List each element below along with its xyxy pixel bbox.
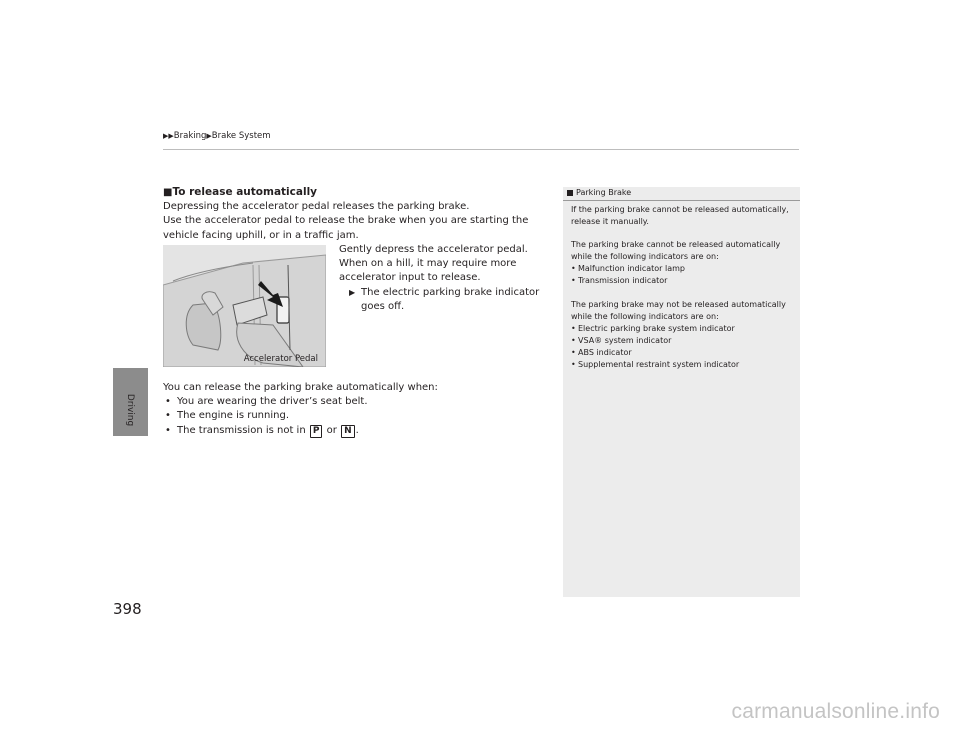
step-result: ▶ The electric parking brake indicator goes off. [349, 286, 540, 312]
main-content [163, 185, 553, 243]
gear-key-n: N [341, 425, 355, 438]
header-divider [163, 149, 799, 150]
chapter-tab-label: Driving [125, 393, 135, 427]
note-marker-icon [567, 190, 573, 196]
condition-item: • The engine is running. [163, 409, 553, 423]
note-title: Parking Brake [563, 188, 800, 201]
breadcrumb-item-brake-system[interactable]: Brake System [211, 131, 271, 141]
note-list-item: • ABS indicator [571, 347, 793, 359]
accelerator-pedal-illustration [163, 245, 326, 367]
figure-label: Accelerator Pedal [243, 354, 318, 364]
note-list-item: • Transmission indicator [571, 275, 793, 287]
double-arrow-icon: ▶▶ [163, 132, 174, 140]
step-text-2: When on a hill, it may require more accelerator input to release. [339, 258, 517, 284]
gear-key-p: P [310, 425, 323, 438]
breadcrumb [163, 131, 271, 141]
instruction-step [339, 243, 554, 314]
pedal-drawing-icon [163, 245, 326, 367]
square-bullet-icon: ■ [163, 187, 173, 198]
result-arrow-icon: ▶ [349, 287, 356, 297]
section-heading: ■To release automatically [163, 186, 318, 198]
page-number: 398 [113, 600, 142, 618]
note-paragraph-2: The parking brake cannot be released automatically while the following indicators are on: • Malfunction indicator lamp • Transmission indicator [571, 239, 793, 287]
note-list-item: • Supplemental restraint system indicator [571, 359, 793, 371]
note-body [571, 204, 793, 382]
step-text-1: Gently depress the accelerator pedal. [339, 244, 528, 255]
note-paragraph-3: The parking brake may not be released automatically while the following indicators are on: • Electric parking brake system indicator • VSA® system indicator • ABS indicator • Supplemental restraint system indicator [571, 299, 793, 372]
condition-item: • You are wearing the driver’s seat belt. [163, 395, 553, 409]
intro-line-1: Depressing the accelerator pedal releases the parking brake. [163, 201, 470, 213]
arrow-icon: ▶ [206, 132, 212, 140]
note-list-item: • Malfunction indicator lamp [571, 263, 793, 275]
note-list-item: • Electric parking brake system indicator [571, 323, 793, 335]
note-paragraph-1: If the parking brake cannot be released automatically, release it manually. [571, 205, 789, 227]
chapter-tab-edge [147, 368, 148, 436]
condition-item-transmission: • The transmission is not in P or N . [163, 424, 553, 438]
watermark: carmanualsonline.info [731, 700, 940, 723]
intro-line-2: Use the accelerator pedal to release the brake when you are starting the vehicle facing uphill, or in a traffic jam. [163, 215, 529, 241]
breadcrumb-item-braking[interactable]: Braking [173, 131, 207, 141]
note-list-item: • VSA® system indicator [571, 335, 793, 347]
conditions-intro: You can release the parking brake automatically when: [163, 382, 438, 393]
release-conditions [163, 381, 553, 438]
